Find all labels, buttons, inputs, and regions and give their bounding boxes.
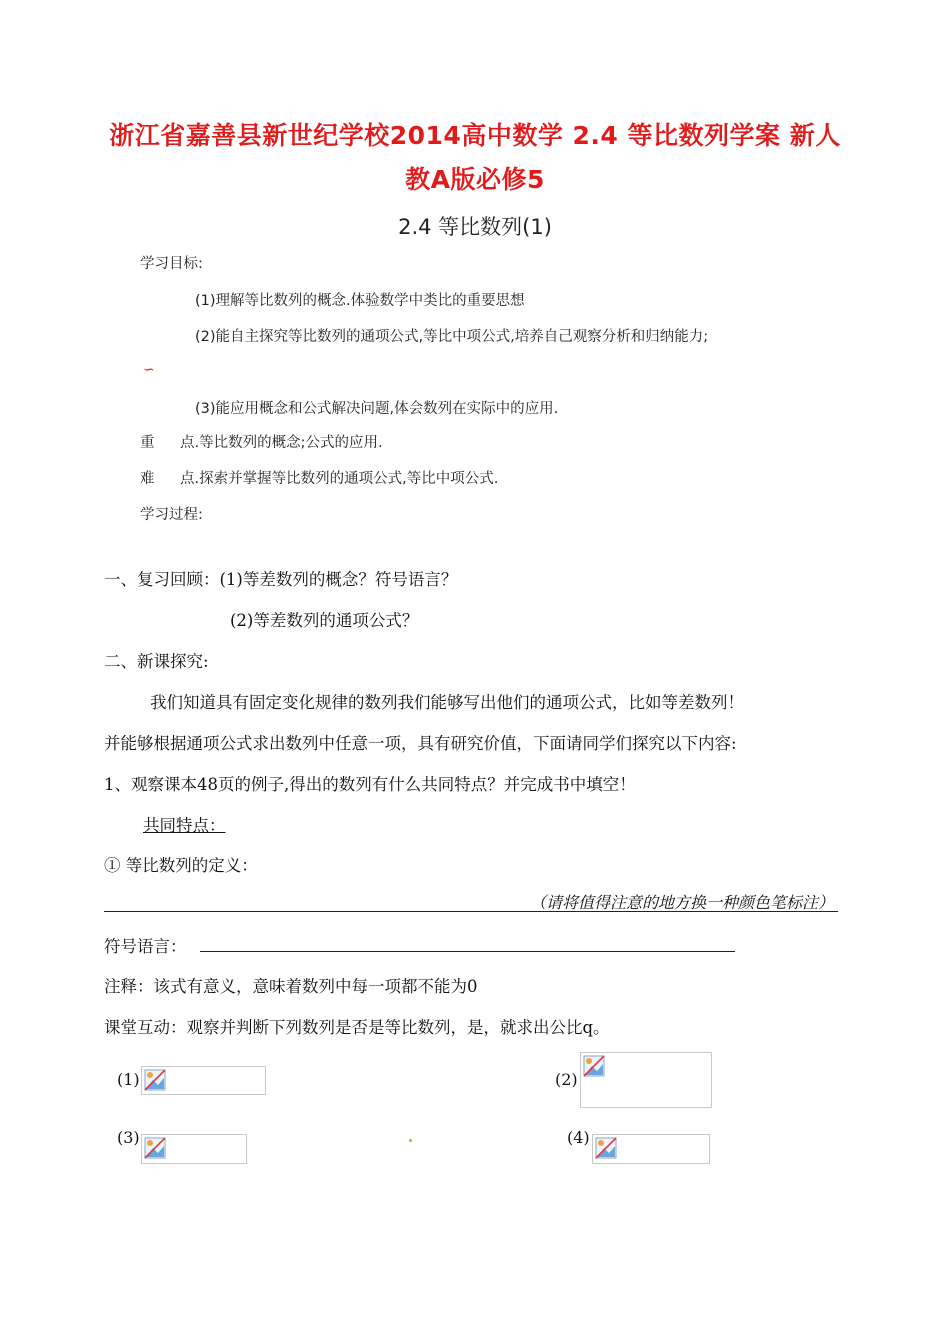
difficulty-text: 点.探索并掌握等比数列的通项公式,等比中项公式.	[180, 471, 499, 487]
interaction-text: 课堂互动：观察并判断下列数列是否是等比数列，是，就求出公比q。	[104, 1018, 610, 1037]
key-point	[140, 431, 383, 452]
intro-paragraph-line1: 我们知道具有固定变化规律的数列我们能够写出他们的通项公式，比如等差数列！	[150, 693, 744, 712]
objectives-heading: 学习目标:	[140, 256, 203, 272]
annotation-hint: （请将值得注意的地方换一种颜色笔标注）	[529, 893, 834, 912]
exercise-label-2: (2)	[555, 1070, 578, 1089]
symbol-blank-line	[200, 951, 735, 952]
broken-image-icon	[583, 1055, 605, 1077]
review-line2: (2)等差数列的通项公式？	[230, 611, 419, 630]
exercise-label-3: (3)	[117, 1128, 140, 1147]
exercise-image-4	[592, 1134, 710, 1164]
broken-image-icon	[595, 1137, 617, 1159]
section-subtitle: 2.4 等比数列(1)	[398, 215, 552, 239]
definition-label: ① 等比数列的定义：	[104, 856, 258, 875]
task-item-1: 1、观察课本48页的例子,得出的数列有什么共同特点？并完成书中填空！	[104, 775, 636, 794]
key-point-text: 点.等比数列的概念;公式的应用.	[180, 435, 383, 451]
squiggle-mark-icon: ∽	[143, 362, 155, 378]
exercise-label-4: (4)	[567, 1128, 590, 1147]
note-text: 注释：该式有意义，意味着数列中每一项都不能为0	[104, 977, 478, 996]
objective-item: (2)能自主探究等比数列的通项公式,等比中项公式,培养自己观察分析和归纳能力;	[195, 329, 709, 345]
exercise-label-1: (1)	[117, 1070, 140, 1089]
difficulty-point	[140, 467, 498, 488]
document-title-line2: 教A版必修5	[405, 165, 545, 194]
new-lesson-heading: 二、新课探究:	[104, 652, 209, 671]
common-features-label: 共同特点：	[143, 816, 226, 835]
exercise-image-1	[141, 1066, 266, 1095]
review-line1: 一、复习回顾：(1)等差数列的概念？符号语言？	[104, 570, 458, 589]
key-point-label: 重	[140, 435, 155, 451]
broken-image-icon	[144, 1137, 166, 1159]
objective-item: (3)能应用概念和公式解决问题,体会数列在实际中的应用.	[195, 401, 559, 417]
symbol-language-label: 符号语言：	[104, 937, 187, 956]
exercise-image-2	[580, 1052, 712, 1108]
broken-image-icon	[144, 1069, 166, 1091]
document-title-line1: 浙江省嘉善县新世纪学校2014高中数学 2.4 等比数列学案 新人	[109, 121, 841, 150]
definition-blank-line	[104, 911, 838, 912]
intro-paragraph-line2: 并能够根据通项公式求出数列中任意一项，具有研究价值，下面请同学们探究以下内容:	[104, 734, 737, 753]
stray-dot	[409, 1139, 412, 1142]
exercise-image-3	[141, 1134, 247, 1164]
process-heading: 学习过程:	[140, 507, 203, 523]
difficulty-label: 难	[140, 471, 155, 487]
objective-item: (1)理解等比数列的概念.体验数学中类比的重要思想	[195, 293, 525, 309]
